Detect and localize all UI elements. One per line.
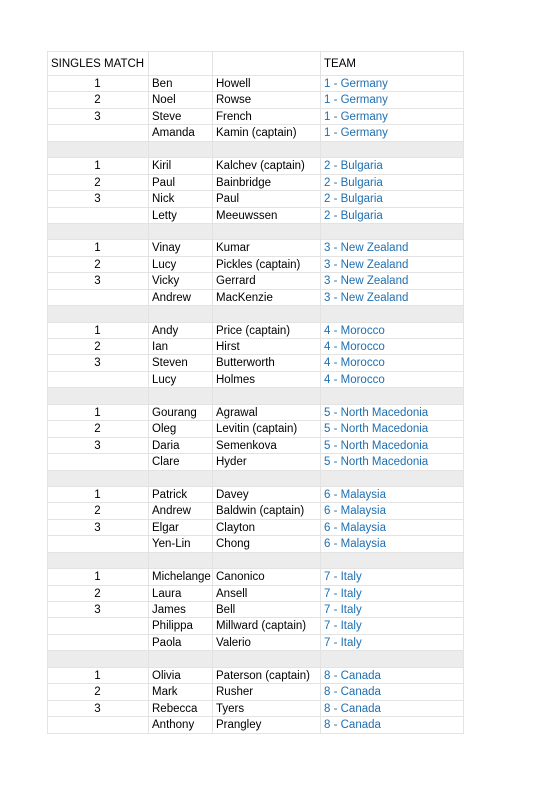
last-name-cell: French xyxy=(213,109,321,124)
table-row xyxy=(47,684,464,700)
team-cell: 5 - North Macedonia xyxy=(321,454,464,469)
group-separator-row xyxy=(47,651,464,667)
first-name-cell: Mark xyxy=(149,684,213,699)
last-name-cell: Kalchev (captain) xyxy=(213,158,321,173)
first-name-cell: Laura xyxy=(149,586,213,601)
singles-match-cell: 1 xyxy=(47,240,149,255)
singles-match-cell: 3 xyxy=(47,109,149,124)
team-roster-table xyxy=(47,51,464,734)
table-row xyxy=(47,438,464,454)
first-name-cell: Andrew xyxy=(149,290,213,305)
header-last-name xyxy=(213,52,321,75)
team-cell: 4 - Morocco xyxy=(321,323,464,338)
first-name-cell: Philippa xyxy=(149,618,213,633)
table-row xyxy=(47,208,464,224)
last-name-cell: Paterson (captain) xyxy=(213,668,321,683)
singles-match-cell: 2 xyxy=(47,339,149,354)
team-cell: 2 - Bulgaria xyxy=(321,158,464,173)
team-cell: 4 - Morocco xyxy=(321,372,464,387)
last-name-cell: Hirst xyxy=(213,339,321,354)
header-row xyxy=(47,51,464,76)
first-name-cell: Michelange xyxy=(149,569,213,584)
singles-match-cell: 2 xyxy=(47,257,149,272)
last-name-cell: Clayton xyxy=(213,520,321,535)
last-name-cell: Meeuwssen xyxy=(213,208,321,223)
table-body xyxy=(47,76,464,734)
first-name-cell: Vicky xyxy=(149,273,213,288)
header-singles-match: SINGLES MATCH xyxy=(47,52,149,75)
first-name-cell: Steve xyxy=(149,109,213,124)
first-name-cell: Ben xyxy=(149,76,213,91)
table-row xyxy=(47,355,464,371)
table-row xyxy=(47,92,464,108)
first-name-cell: Andrew xyxy=(149,503,213,518)
table-row xyxy=(47,240,464,256)
first-name-cell: Clare xyxy=(149,454,213,469)
last-name-cell: Pickles (captain) xyxy=(213,257,321,272)
singles-match-cell xyxy=(47,208,149,223)
empty-cell xyxy=(213,553,321,568)
empty-cell xyxy=(149,142,213,157)
team-cell: 4 - Morocco xyxy=(321,355,464,370)
table-row xyxy=(47,109,464,125)
table-row xyxy=(47,586,464,602)
last-name-cell: Ansell xyxy=(213,586,321,601)
team-cell: 4 - Morocco xyxy=(321,339,464,354)
table-row xyxy=(47,257,464,273)
last-name-cell: Kumar xyxy=(213,240,321,255)
table-row xyxy=(47,536,464,552)
table-row xyxy=(47,191,464,207)
empty-cell xyxy=(47,651,149,666)
empty-cell xyxy=(47,471,149,486)
last-name-cell: Baldwin (captain) xyxy=(213,503,321,518)
empty-cell xyxy=(47,306,149,321)
team-cell: 3 - New Zealand xyxy=(321,257,464,272)
singles-match-cell xyxy=(47,618,149,633)
last-name-cell: Holmes xyxy=(213,372,321,387)
last-name-cell: Hyder xyxy=(213,454,321,469)
empty-cell xyxy=(321,306,464,321)
team-cell: 1 - Germany xyxy=(321,125,464,140)
group-separator-row xyxy=(47,306,464,322)
empty-cell xyxy=(149,224,213,239)
first-name-cell: Daria xyxy=(149,438,213,453)
table-row xyxy=(47,503,464,519)
first-name-cell: Patrick xyxy=(149,487,213,502)
last-name-cell: MacKenzie xyxy=(213,290,321,305)
empty-cell xyxy=(47,224,149,239)
last-name-cell: Semenkova xyxy=(213,438,321,453)
last-name-cell: Levitin (captain) xyxy=(213,421,321,436)
table-row xyxy=(47,158,464,174)
empty-cell xyxy=(321,651,464,666)
first-name-cell: Vinay xyxy=(149,240,213,255)
first-name-cell: Elgar xyxy=(149,520,213,535)
first-name-cell: Kiril xyxy=(149,158,213,173)
last-name-cell: Millward (captain) xyxy=(213,618,321,633)
empty-cell xyxy=(149,553,213,568)
first-name-cell: Yen-Lin xyxy=(149,536,213,551)
empty-cell xyxy=(321,142,464,157)
last-name-cell: Agrawal xyxy=(213,405,321,420)
singles-match-cell: 1 xyxy=(47,76,149,91)
table-row xyxy=(47,405,464,421)
singles-match-cell: 1 xyxy=(47,668,149,683)
last-name-cell: Bell xyxy=(213,602,321,617)
first-name-cell: Oleg xyxy=(149,421,213,436)
group-separator-row xyxy=(47,388,464,404)
team-cell: 7 - Italy xyxy=(321,586,464,601)
table-row xyxy=(47,125,464,141)
singles-match-cell xyxy=(47,125,149,140)
empty-cell xyxy=(47,142,149,157)
empty-cell xyxy=(149,651,213,666)
empty-cell xyxy=(213,651,321,666)
team-cell: 6 - Malaysia xyxy=(321,503,464,518)
table-row xyxy=(47,421,464,437)
first-name-cell: Anthony xyxy=(149,717,213,732)
first-name-cell: James xyxy=(149,602,213,617)
table-row xyxy=(47,569,464,585)
empty-cell xyxy=(321,553,464,568)
table-row xyxy=(47,339,464,355)
singles-match-cell xyxy=(47,372,149,387)
first-name-cell: Paola xyxy=(149,635,213,650)
last-name-cell: Prangley xyxy=(213,717,321,732)
table-row xyxy=(47,372,464,388)
singles-match-cell: 3 xyxy=(47,520,149,535)
team-cell: 3 - New Zealand xyxy=(321,273,464,288)
first-name-cell: Paul xyxy=(149,175,213,190)
singles-match-cell xyxy=(47,290,149,305)
singles-match-cell: 2 xyxy=(47,421,149,436)
group-separator-row xyxy=(47,553,464,569)
singles-match-cell xyxy=(47,717,149,732)
first-name-cell: Ian xyxy=(149,339,213,354)
empty-cell xyxy=(213,471,321,486)
first-name-cell: Lucy xyxy=(149,257,213,272)
table-row xyxy=(47,487,464,503)
first-name-cell: Steven xyxy=(149,355,213,370)
header-first-name xyxy=(149,52,213,75)
group-separator-row xyxy=(47,142,464,158)
singles-match-cell: 2 xyxy=(47,503,149,518)
empty-cell xyxy=(149,471,213,486)
empty-cell xyxy=(213,388,321,403)
last-name-cell: Rusher xyxy=(213,684,321,699)
table-row xyxy=(47,290,464,306)
singles-match-cell: 1 xyxy=(47,569,149,584)
table-row xyxy=(47,717,464,733)
empty-cell xyxy=(149,388,213,403)
team-cell: 1 - Germany xyxy=(321,109,464,124)
table-row xyxy=(47,520,464,536)
empty-cell xyxy=(149,306,213,321)
singles-match-cell xyxy=(47,635,149,650)
team-cell: 3 - New Zealand xyxy=(321,290,464,305)
team-cell: 6 - Malaysia xyxy=(321,487,464,502)
first-name-cell: Lucy xyxy=(149,372,213,387)
last-name-cell: Valerio xyxy=(213,635,321,650)
empty-cell xyxy=(321,388,464,403)
last-name-cell: Rowse xyxy=(213,92,321,107)
team-cell: 8 - Canada xyxy=(321,717,464,732)
singles-match-cell: 1 xyxy=(47,158,149,173)
empty-cell xyxy=(213,306,321,321)
group-separator-row xyxy=(47,471,464,487)
table-row xyxy=(47,668,464,684)
team-cell: 2 - Bulgaria xyxy=(321,191,464,206)
team-cell: 7 - Italy xyxy=(321,618,464,633)
singles-match-cell: 3 xyxy=(47,191,149,206)
team-cell: 2 - Bulgaria xyxy=(321,175,464,190)
last-name-cell: Bainbridge xyxy=(213,175,321,190)
singles-match-cell: 1 xyxy=(47,487,149,502)
first-name-cell: Rebecca xyxy=(149,701,213,716)
table-row xyxy=(47,701,464,717)
last-name-cell: Chong xyxy=(213,536,321,551)
last-name-cell: Price (captain) xyxy=(213,323,321,338)
last-name-cell: Kamin (captain) xyxy=(213,125,321,140)
last-name-cell: Davey xyxy=(213,487,321,502)
empty-cell xyxy=(321,224,464,239)
singles-match-cell: 2 xyxy=(47,92,149,107)
singles-match-cell: 1 xyxy=(47,405,149,420)
empty-cell xyxy=(213,142,321,157)
header-team: TEAM xyxy=(321,52,464,75)
team-cell: 6 - Malaysia xyxy=(321,536,464,551)
singles-match-cell: 2 xyxy=(47,175,149,190)
team-cell: 5 - North Macedonia xyxy=(321,438,464,453)
team-cell: 7 - Italy xyxy=(321,635,464,650)
empty-cell xyxy=(47,388,149,403)
first-name-cell: Amanda xyxy=(149,125,213,140)
table-row xyxy=(47,635,464,651)
last-name-cell: Howell xyxy=(213,76,321,91)
last-name-cell: Butterworth xyxy=(213,355,321,370)
first-name-cell: Gourang xyxy=(149,405,213,420)
singles-match-cell xyxy=(47,454,149,469)
last-name-cell: Canonico xyxy=(213,569,321,584)
team-cell: 5 - North Macedonia xyxy=(321,421,464,436)
singles-match-cell: 3 xyxy=(47,701,149,716)
first-name-cell: Andy xyxy=(149,323,213,338)
first-name-cell: Letty xyxy=(149,208,213,223)
empty-cell xyxy=(47,553,149,568)
last-name-cell: Gerrard xyxy=(213,273,321,288)
first-name-cell: Nick xyxy=(149,191,213,206)
table-row xyxy=(47,76,464,92)
table-row xyxy=(47,323,464,339)
singles-match-cell xyxy=(47,536,149,551)
team-cell: 7 - Italy xyxy=(321,569,464,584)
team-cell: 1 - Germany xyxy=(321,76,464,91)
first-name-cell: Olivia xyxy=(149,668,213,683)
first-name-cell: Noel xyxy=(149,92,213,107)
team-cell: 7 - Italy xyxy=(321,602,464,617)
team-cell: 2 - Bulgaria xyxy=(321,208,464,223)
singles-match-cell: 3 xyxy=(47,438,149,453)
team-cell: 6 - Malaysia xyxy=(321,520,464,535)
table-row xyxy=(47,602,464,618)
table-row xyxy=(47,175,464,191)
team-cell: 8 - Canada xyxy=(321,668,464,683)
singles-match-cell: 3 xyxy=(47,355,149,370)
singles-match-cell: 3 xyxy=(47,273,149,288)
singles-match-cell: 2 xyxy=(47,684,149,699)
team-cell: 8 - Canada xyxy=(321,684,464,699)
team-cell: 5 - North Macedonia xyxy=(321,405,464,420)
table-row xyxy=(47,273,464,289)
singles-match-cell: 3 xyxy=(47,602,149,617)
empty-cell xyxy=(213,224,321,239)
group-separator-row xyxy=(47,224,464,240)
table-row xyxy=(47,454,464,470)
table-row xyxy=(47,618,464,634)
singles-match-cell: 2 xyxy=(47,586,149,601)
team-cell: 1 - Germany xyxy=(321,92,464,107)
team-cell: 3 - New Zealand xyxy=(321,240,464,255)
team-cell: 8 - Canada xyxy=(321,701,464,716)
empty-cell xyxy=(321,471,464,486)
singles-match-cell: 1 xyxy=(47,323,149,338)
last-name-cell: Tyers xyxy=(213,701,321,716)
last-name-cell: Paul xyxy=(213,191,321,206)
